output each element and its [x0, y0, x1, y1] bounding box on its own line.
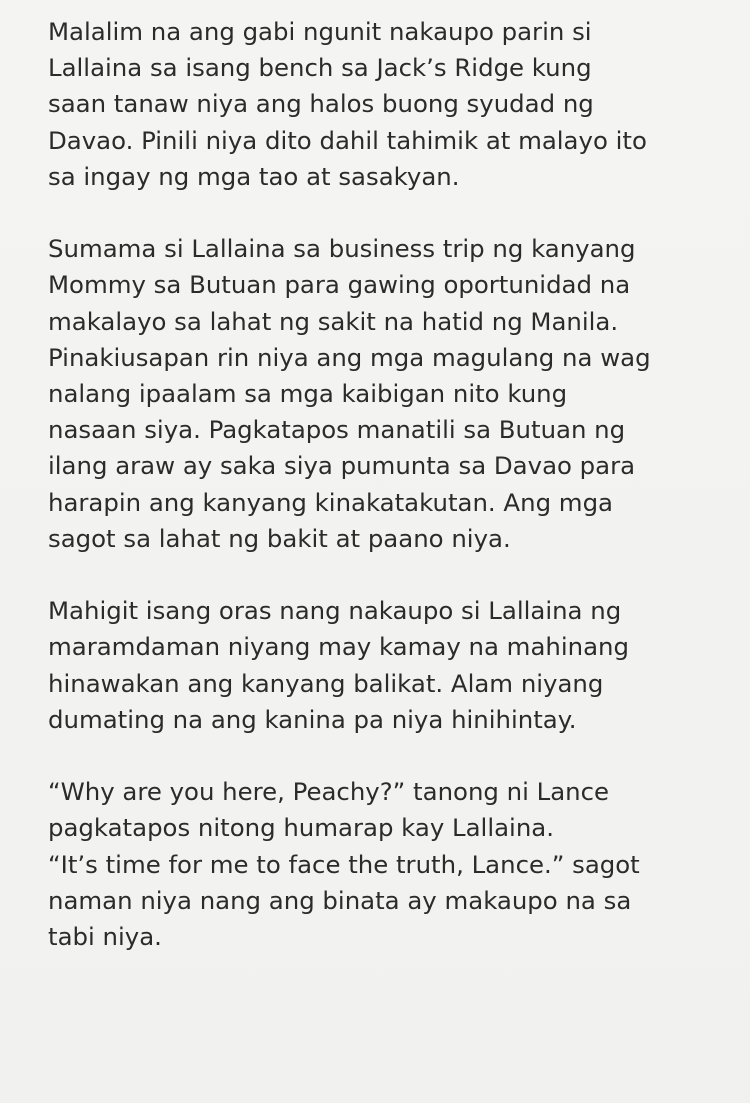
text-line: Pinakiusapan rin niya ang mga magulang na wag	[48, 342, 651, 372]
text-line: harapin ang kanyang kinakatakutan. Ang mga	[48, 487, 613, 517]
text-line: Malalim na ang gabi ngunit nakaupo parin si	[48, 17, 592, 46]
text-line: tabi niya.	[48, 922, 162, 952]
text-line: maramdaman niyang may kamay na mahinang	[48, 632, 629, 662]
text-line: naman niya nang ang binata ay makaupo na sa	[48, 885, 632, 915]
text-line: sagot sa lahat ng bakit at paano niya.	[48, 523, 511, 553]
text-line: Davao. Pinili niya dito dahil tahimik at malayo ito	[48, 125, 647, 155]
text-line: Mommy sa Butuan para gawing oportunidad na	[48, 270, 631, 300]
text-line: makalayo sa lahat ng sakit na hatid ng Manila.	[48, 306, 619, 336]
text-line: dumating na ang kanina pa niya hinihintay.	[48, 704, 577, 734]
text-line: Lallaina sa isang bench sa Jack’s Ridge kung	[48, 53, 592, 83]
text-line: nasaan siya. Pagkatapos manatili sa Butuan ng	[48, 415, 626, 445]
text-line: Mahigit isang oras nang nakaupo si Lallaina ng	[48, 596, 622, 626]
text-line: nalang ipaalam sa mga kaibigan nito kung	[48, 379, 568, 409]
text-line: hinawakan ang kanyang balikat. Alam niyang	[48, 668, 604, 698]
text-line: pagkatapos nitong humarap kay Lallaina.	[48, 813, 554, 843]
paragraph-2	[48, 231, 730, 557]
text-line: sa ingay ng mga tao at sasakyan.	[48, 161, 460, 191]
paragraph-1	[48, 14, 730, 195]
text-line: Sumama si Lallaina sa business trip ng kanyang	[48, 234, 636, 264]
paragraph-4	[48, 774, 730, 955]
text-line: “It’s time for me to face the truth, Lance.” sagot	[48, 849, 640, 879]
text-line: saan tanaw niya ang halos buong syudad ng	[48, 89, 594, 119]
text-line: ilang araw ay saka siya pumunta sa Davao para	[48, 451, 636, 481]
text-line: “Why are you here, Peachy?” tanong ni Lance	[48, 777, 610, 807]
paragraph-3	[48, 593, 730, 738]
